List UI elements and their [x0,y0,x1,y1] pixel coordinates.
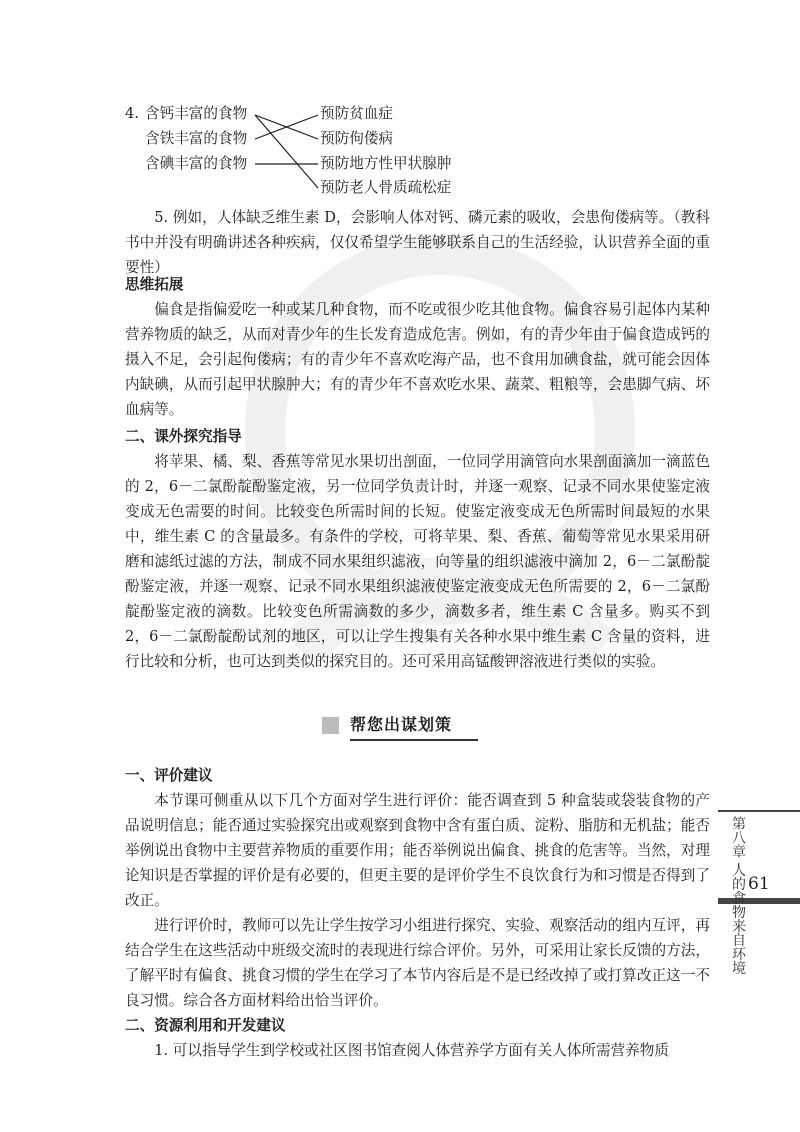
matching-number: 4. [125,105,139,122]
banner-title: 帮您出谋划策 [350,715,453,734]
page-number: 61 [748,874,770,894]
match-right-item: 预防老人骨质疏松症 [320,179,452,196]
section-heading: 一、评价建议 [125,767,213,784]
match-right-item: 预防地方性甲状腺肿 [320,155,452,172]
banner-underline [350,739,478,741]
evaluation-section [125,763,710,1013]
banner-square-icon [322,717,339,734]
thinking-section [125,272,710,422]
section-heading: 二、课外探究指导 [125,428,242,445]
answer-paragraph-5 [125,205,710,280]
explore-section [125,424,710,674]
paragraph: 1. 可以指导学生到学校或社区图书馆查阅人体营养学方面有关人体所需营养物质 [154,1042,669,1059]
section-heading: 二、资源利用和开发建议 [125,1017,286,1034]
paragraph: 偏食是指偏爱吃一种或某几种食物，而不吃或很少吃其他食物。偏食容易引起体内某种营养物质的缺乏，从而对青少年的生长发育造成危害。例如，有的青少年由于偏食造成钙的摄入不足，会引起佝偻病；有的青少年不喜欢吃海产品，也不食用加碘食盐，就可能会因体内缺碘，从而引起甲状腺肿大；有的青少年不喜欢吃水果、蔬菜、粗粮等，会患脚气病、坏血病等。 [125,301,710,418]
match-left-item: 含钙丰富的食物 [145,105,248,122]
paragraph: 本节课可侧重从以下几个方面对学生进行评价：能否调查到 5 种盒装或袋装食物的产品说明信息；能否通过实验探究出或观察到食物中含有蛋白质、淀粉、脂肪和无机盐；能否举例说出食物中主要营养物质的重要作用；能否举例说出偏食、挑食的危害等。当然，对理论知识是否掌握的评价是有必要的，但更主要的是评价学生不良饮食行为和习惯是否得到了改正。 [125,792,710,909]
matching-lines [0,0,800,200]
resources-section [125,1013,710,1063]
paragraph: 将苹果、橘、梨、香蕉等常见水果切出剖面，一位同学用滴管向水果剖面滴加一滴蓝色的 2，6－二氯酚靛酚鉴定液，另一位同学负责计时，并逐一观察、记录不同水果使鉴定液变成无色需要的时间。比较变色所需时间的长短。使鉴定液变成无色所需时间最短的水果中，维生素 C 的含量最多。有条件的学校，可将苹果、梨、香蕉、葡萄等常见水果采用研磨和滤纸过滤的方法，制成不同水果组织滤液，向等量的组织滤液中滴加 2，6－二氯酚靛酚鉴定液，并逐一观察、记录不同水果组织滤液使鉴定液变成无色所需要的 2，6－二氯酚靛酚鉴定液的滴数。比较变色所需滴数的多少，滴数多者，维生素 C 含量多。购买不到 2，6－二氯酚靛酚试剂的地区，可以让学生搜集有关各种水果中维生素 C 含量的资料，进行比较和分析，也可达到类似的探究目的。还可采用高锰酸钾溶液进行类似的实验。 [125,453,710,670]
match-left-item: 含碘丰富的食物 [145,155,248,172]
side-divider [718,810,800,812]
paragraph: 5. 例如，人体缺乏维生素 D，会影响人体对钙、磷元素的吸收，会患佝偻病等。（教科书中并没有明确讲述各种疾病，仅仅希望学生能够联系自己的生活经验，认识营养全面的重要性） [125,209,710,276]
match-right-item: 预防贫血症 [320,105,393,122]
match-right-item: 预防佝偻病 [320,130,393,147]
paragraph: 进行评价时，教师可以先让学生按学习小组进行探究、实验、观察活动的组内互评，再结合学生在这些活动中班级交流时的表现进行综合评价。另外，可采用让家长反馈的方法，了解平时有偏食、挑食习惯的学生在学习了本节内容后是不是已经改掉了或打算改正这一不良习惯。综合各方面材料给出恰当评价。 [125,917,710,1009]
match-left-item: 含铁丰富的食物 [145,130,248,147]
section-heading: 思维拓展 [125,276,184,293]
chapter-label: 第八章 人的食物来自环境 [730,816,746,975]
